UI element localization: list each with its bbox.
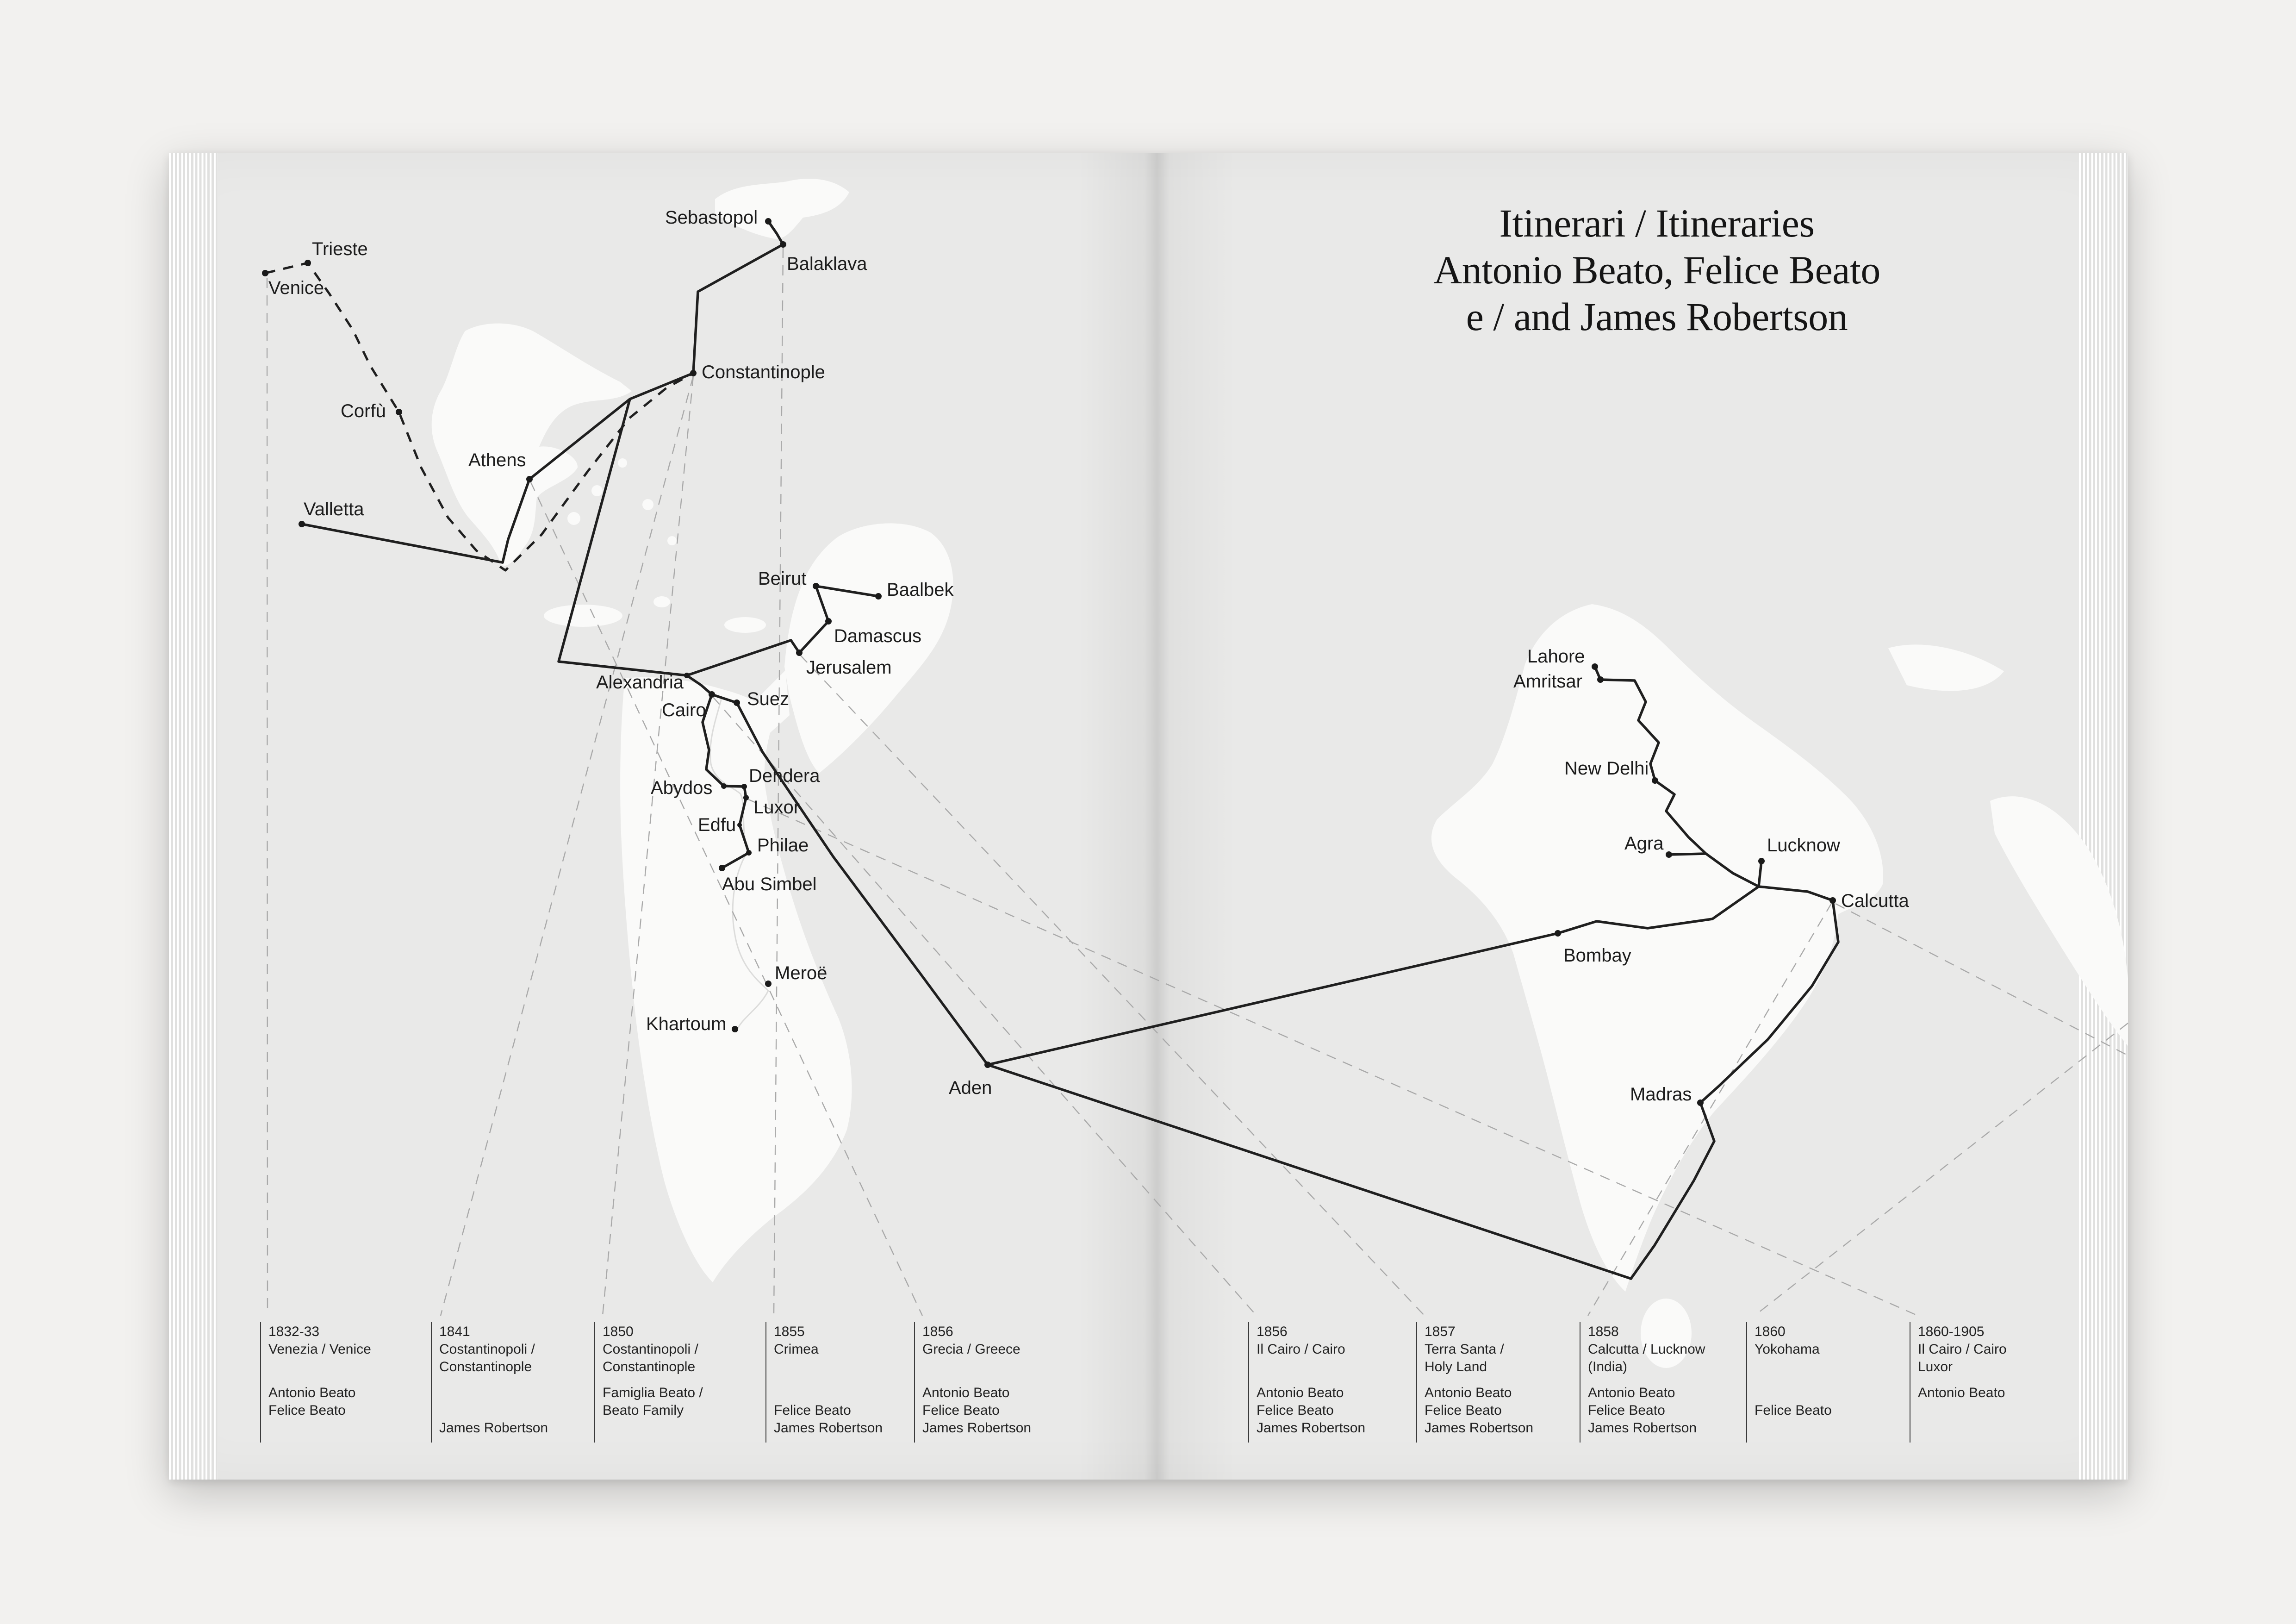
timeline-entry-1841 <box>431 1322 585 1443</box>
page-title <box>1361 200 1953 340</box>
city-dot-jerusalem <box>796 650 803 656</box>
timeline-photographer: James Robertson <box>1588 1420 1697 1436</box>
city-label-madras: Madras <box>1630 1084 1692 1105</box>
city-dot-valletta <box>299 521 305 527</box>
city-dot-damascus <box>825 618 832 625</box>
city-label-abu-simbel: Abu Simbel <box>722 874 817 894</box>
timeline-photographer: Beato Family <box>603 1403 684 1418</box>
landmass-greece <box>432 324 632 566</box>
city-dot-dendera <box>741 784 747 789</box>
timeline-year: 1841 <box>439 1324 470 1339</box>
city-label-balaklava: Balaklava <box>787 254 867 274</box>
timeline-photographer: Antonio Beato <box>922 1385 1010 1400</box>
timeline-photographer: Antonio Beato <box>1918 1385 2005 1400</box>
timeline-year: 1855 <box>774 1324 805 1339</box>
timeline-photographer: Felice Beato <box>1755 1403 1832 1418</box>
city-label-khartoum: Khartoum <box>646 1014 727 1034</box>
timeline-place: Constantinople <box>439 1359 532 1374</box>
route-jerusalem-alexandria <box>687 640 799 675</box>
timeline-year: 1856 <box>922 1324 953 1339</box>
landmass-aegean-island <box>642 499 653 510</box>
city-label-lucknow: Lucknow <box>1767 835 1840 856</box>
city-label-luxor: Luxor <box>753 797 800 818</box>
route-tip-aden <box>988 1065 1631 1279</box>
city-label-jerusalem: Jerusalem <box>806 657 892 678</box>
city-dot-abydos <box>721 783 727 789</box>
timeline-place: Constantinople <box>603 1359 696 1374</box>
city-dot-baalbek <box>875 593 882 600</box>
timeline-place: Costantinopoli / <box>603 1342 698 1357</box>
city-label-amritsar: Amritsar <box>1513 671 1582 692</box>
city-label-meroe: Meroë <box>775 963 828 983</box>
timeline-place: Terra Santa / <box>1425 1342 1504 1357</box>
timeline-year: 1858 <box>1588 1324 1619 1339</box>
city-label-athens: Athens <box>468 450 526 470</box>
city-label-sebastopol: Sebastopol <box>665 207 758 228</box>
timeline-entry-1860-1905 <box>1910 1322 2063 1443</box>
city-label-alexandria: Alexandria <box>596 672 684 693</box>
city-label-baalbek: Baalbek <box>887 580 954 600</box>
landmass-crete <box>544 605 622 627</box>
city-dot-sebastopol <box>765 218 772 225</box>
city-dot-philae <box>746 850 752 856</box>
city-label-calcutta: Calcutta <box>1841 891 1909 911</box>
timeline-photographer: Felice Beato <box>1425 1403 1502 1418</box>
city-dot-bombay <box>1555 930 1561 937</box>
city-dot-athens <box>526 476 533 482</box>
timeline-entry-1856-greece <box>914 1322 1068 1443</box>
landmass-levant <box>784 523 953 773</box>
timeline-entry-1856-cairo <box>1248 1322 1402 1443</box>
city-label-abydos: Abydos <box>651 778 713 798</box>
city-dot-balaklava <box>780 241 786 248</box>
route-bombay-aden <box>988 933 1558 1065</box>
timeline-photographer: Felice Beato <box>774 1403 851 1418</box>
timeline-place: (India) <box>1588 1359 1628 1374</box>
timeline-photographer: James Robertson <box>922 1420 1032 1436</box>
landmass-aegean-island <box>567 512 580 525</box>
timeline-place: Venezia / Venice <box>268 1342 371 1357</box>
leader-line-1860-yokohama <box>1755 1023 2128 1316</box>
landmass-tibet <box>1888 644 2004 691</box>
city-dot-venice <box>262 270 268 276</box>
page-title-line-1: Itinerari / Itineraries <box>1499 201 1815 245</box>
timeline-place: Yokohama <box>1755 1342 1820 1357</box>
timeline-entry-1860 <box>1746 1322 1900 1443</box>
timeline-photographer: Felice Beato <box>922 1403 1000 1418</box>
city-dot-meroe <box>765 981 772 987</box>
timeline-photographer: Felice Beato <box>1588 1403 1665 1418</box>
city-dot-khartoum <box>732 1026 738 1032</box>
page-title-line-2: Antonio Beato, Felice Beato <box>1433 248 1880 292</box>
timeline-place: Holy Land <box>1425 1359 1487 1374</box>
city-dot-new-delhi <box>1652 777 1658 784</box>
city-label-philae: Philae <box>757 835 809 856</box>
city-dot-agra <box>1666 851 1672 858</box>
city-label-agra: Agra <box>1624 833 1664 854</box>
timeline-year: 1850 <box>603 1324 634 1339</box>
timeline-photographer: Antonio Beato <box>1425 1385 1512 1400</box>
city-dot-alexandria <box>684 673 690 678</box>
landmass-aegean-island <box>618 458 627 468</box>
city-label-trieste: Trieste <box>312 239 368 259</box>
timeline-photographer: James Robertson <box>1257 1420 1366 1436</box>
timeline-photographer: James Robertson <box>439 1420 548 1436</box>
timeline-place: Il Cairo / Cairo <box>1918 1342 2007 1357</box>
timeline-year: 1857 <box>1425 1324 1456 1339</box>
timeline-entry-1850 <box>594 1322 748 1443</box>
landmass-cyprus <box>724 617 766 633</box>
timeline-entry-1832 <box>260 1322 414 1443</box>
city-dot-beirut <box>813 583 819 589</box>
timeline-photographer: Antonio Beato <box>268 1385 356 1400</box>
timeline-place: Il Cairo / Cairo <box>1257 1342 1345 1357</box>
city-label-dendera: Dendera <box>749 766 820 786</box>
route-balaklava-constantinople <box>693 244 783 373</box>
timeline-place: Costantinopoli / <box>439 1342 535 1357</box>
city-label-damascus: Damascus <box>834 626 921 646</box>
landmass-burma <box>1990 796 2128 1046</box>
city-label-venice: Venice <box>268 278 324 298</box>
city-dot-amritsar <box>1597 676 1604 683</box>
timeline-photographer: Famiglia Beato / <box>603 1385 703 1400</box>
timeline-place: Grecia / Greece <box>922 1342 1020 1357</box>
timeline-entry-1857 <box>1416 1322 1570 1443</box>
timeline-place: Luxor <box>1918 1359 1953 1374</box>
timeline-year: 1832-33 <box>268 1324 320 1339</box>
city-dot-calcutta <box>1829 897 1836 904</box>
city-label-constantinople: Constantinople <box>702 362 825 382</box>
route-agra-spur <box>1669 854 1706 855</box>
city-dot-lahore <box>1592 663 1598 670</box>
city-dot-abu-simbel <box>719 865 725 871</box>
landmass-rhodes <box>653 596 670 607</box>
city-label-aden: Aden <box>949 1078 992 1098</box>
city-label-valletta: Valletta <box>304 499 364 519</box>
city-dot-cairo <box>709 691 715 698</box>
timeline-photographer: James Robertson <box>1425 1420 1534 1436</box>
page-title-line-3: e / and James Robertson <box>1466 294 1848 339</box>
timeline-photographer: Felice Beato <box>1257 1403 1334 1418</box>
timeline-entry-1858 <box>1580 1322 1733 1443</box>
timeline-photographer: James Robertson <box>774 1420 883 1436</box>
city-label-corfu: Corfù <box>341 401 386 421</box>
timeline-photographer: Antonio Beato <box>1257 1385 1344 1400</box>
timeline-entry-1855 <box>765 1322 919 1443</box>
city-dot-madras <box>1697 1099 1704 1106</box>
landmass-aegean-island <box>591 485 603 496</box>
route-valletta-greece <box>302 524 503 562</box>
city-label-suez: Suez <box>747 689 790 709</box>
city-label-edfu: Edfu <box>698 815 736 835</box>
leader-line-1832-venice <box>267 278 268 1316</box>
timeline-year: 1856 <box>1257 1324 1288 1339</box>
timeline-place: Crimea <box>774 1342 819 1357</box>
timeline-photographer: Felice Beato <box>268 1403 346 1418</box>
timeline-year: 1860-1905 <box>1918 1324 1985 1339</box>
landmass-aegean-island <box>667 536 677 545</box>
timeline-place: Calcutta / Lucknow <box>1588 1342 1705 1357</box>
city-dot-corfu <box>396 409 402 415</box>
timeline-photographer: Antonio Beato <box>1588 1385 1675 1400</box>
city-label-cairo: Cairo <box>662 700 706 720</box>
city-dot-aden <box>984 1062 991 1068</box>
city-label-lahore: Lahore <box>1527 646 1585 667</box>
timeline-year: 1860 <box>1755 1324 1786 1339</box>
city-label-bombay: Bombay <box>1563 945 1631 966</box>
city-dot-edfu <box>737 823 742 827</box>
city-label-beirut: Beirut <box>758 568 807 589</box>
city-dot-suez <box>734 700 740 706</box>
city-dot-trieste <box>305 260 311 266</box>
city-dot-constantinople <box>690 370 697 376</box>
city-label-new-delhi: New Delhi <box>1564 758 1649 779</box>
city-dot-luxor <box>743 795 749 800</box>
city-dot-lucknow <box>1758 858 1765 864</box>
